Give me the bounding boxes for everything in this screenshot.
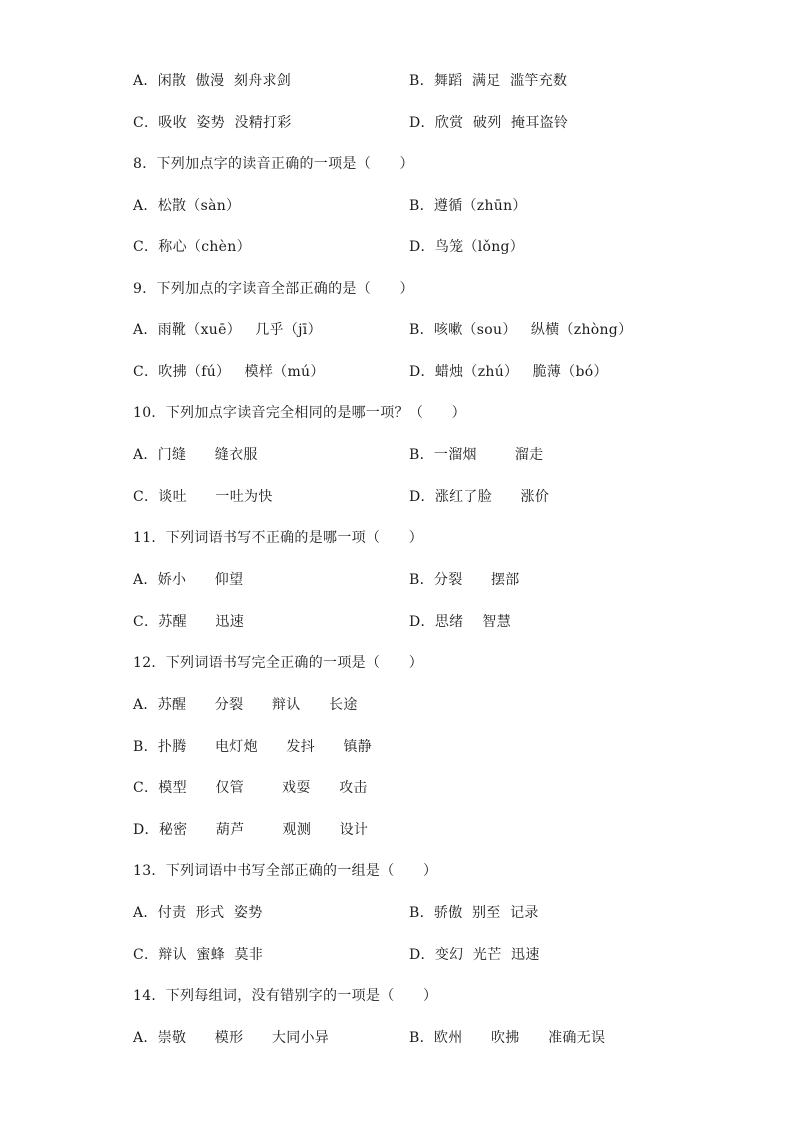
- q8-option-b: B．遵循（zhūn）: [409, 198, 527, 214]
- q8-option-c: C．称心（chèn）: [133, 239, 251, 255]
- q7-option-d: D．欣赏 破列 掩耳盗铃: [409, 115, 569, 131]
- q9-option-a: A．雨靴（xuē） 几乎（jī）: [133, 322, 322, 338]
- q13-stem: 13．下列词语中书写全部正确的一组是（ ）: [133, 863, 438, 879]
- q13-option-c: C．辩认 蜜蜂 莫非: [133, 947, 264, 963]
- q12-option-d: D．秘密 葫芦 观测 设计: [133, 822, 369, 838]
- q13-option-a: A．付责 形式 姿势: [133, 905, 263, 921]
- q9-stem: 9．下列加点的字读音全部正确的是（ ）: [133, 281, 414, 297]
- q10-option-a: A．门缝 缝衣服: [133, 447, 258, 463]
- q11-option-a: A．娇小 仰望: [133, 572, 244, 588]
- q7-option-b: B．舞蹈 满足 滥竽充数: [409, 73, 568, 89]
- q14-stem: 14．下列每组词，没有错别字的一项是（ ）: [133, 988, 438, 1004]
- q12-option-c: C．模型 仅管 戏耍 攻击: [133, 780, 368, 796]
- q8-option-d: D．鸟笼（lǒng）: [409, 239, 525, 255]
- q11-option-d: D．思绪 智慧: [409, 614, 512, 630]
- q7-option-a: A．闲散 傲漫 刻舟求剑: [133, 73, 292, 89]
- q10-stem: 10．下列加点字读音完全相同的是哪一项？（ ）: [133, 405, 466, 421]
- q14-option-b: B．欧州 吹拂 准确无误: [409, 1030, 606, 1046]
- q14-option-a: A．崇敬 模形 大同小异: [133, 1030, 330, 1046]
- q10-option-b: B．一溜烟 溜走: [409, 447, 544, 463]
- q13-option-d: D．变幻 光芒 迅速: [409, 947, 540, 963]
- q10-option-d: D．涨红了脸 涨价: [409, 489, 550, 505]
- q9-option-d: D．蜡烛（zhú） 脆薄（bó）: [409, 364, 608, 380]
- q12-option-a: A．苏醒 分裂 辩认 长途: [133, 697, 358, 713]
- q11-option-b: B．分裂 摆部: [409, 572, 520, 588]
- q12-option-b: B．扑腾 电灯炮 发抖 镇静: [133, 739, 373, 755]
- q8-option-a: A．松散（sàn）: [133, 198, 241, 214]
- q10-option-c: C．谈吐 一吐为快: [133, 489, 273, 505]
- q9-option-b: B．咳嗽（sou） 纵横（zhòng）: [409, 322, 633, 338]
- q7-option-c: C．吸收 姿势 没精打彩: [133, 115, 292, 131]
- q11-stem: 11．下列词语书写不正确的是哪一项（ ）: [133, 530, 424, 546]
- q12-stem: 12．下列词语书写完全正确的一项是（ ）: [133, 655, 424, 671]
- q9-option-c: C．吹拂（fú） 模样（mú）: [133, 364, 325, 380]
- q11-option-c: C．苏醒 迅速: [133, 614, 245, 630]
- q13-option-b: B．骄傲 别至 记录: [409, 905, 539, 921]
- q8-stem: 8．下列加点字的读音正确的一项是（ ）: [133, 156, 414, 172]
